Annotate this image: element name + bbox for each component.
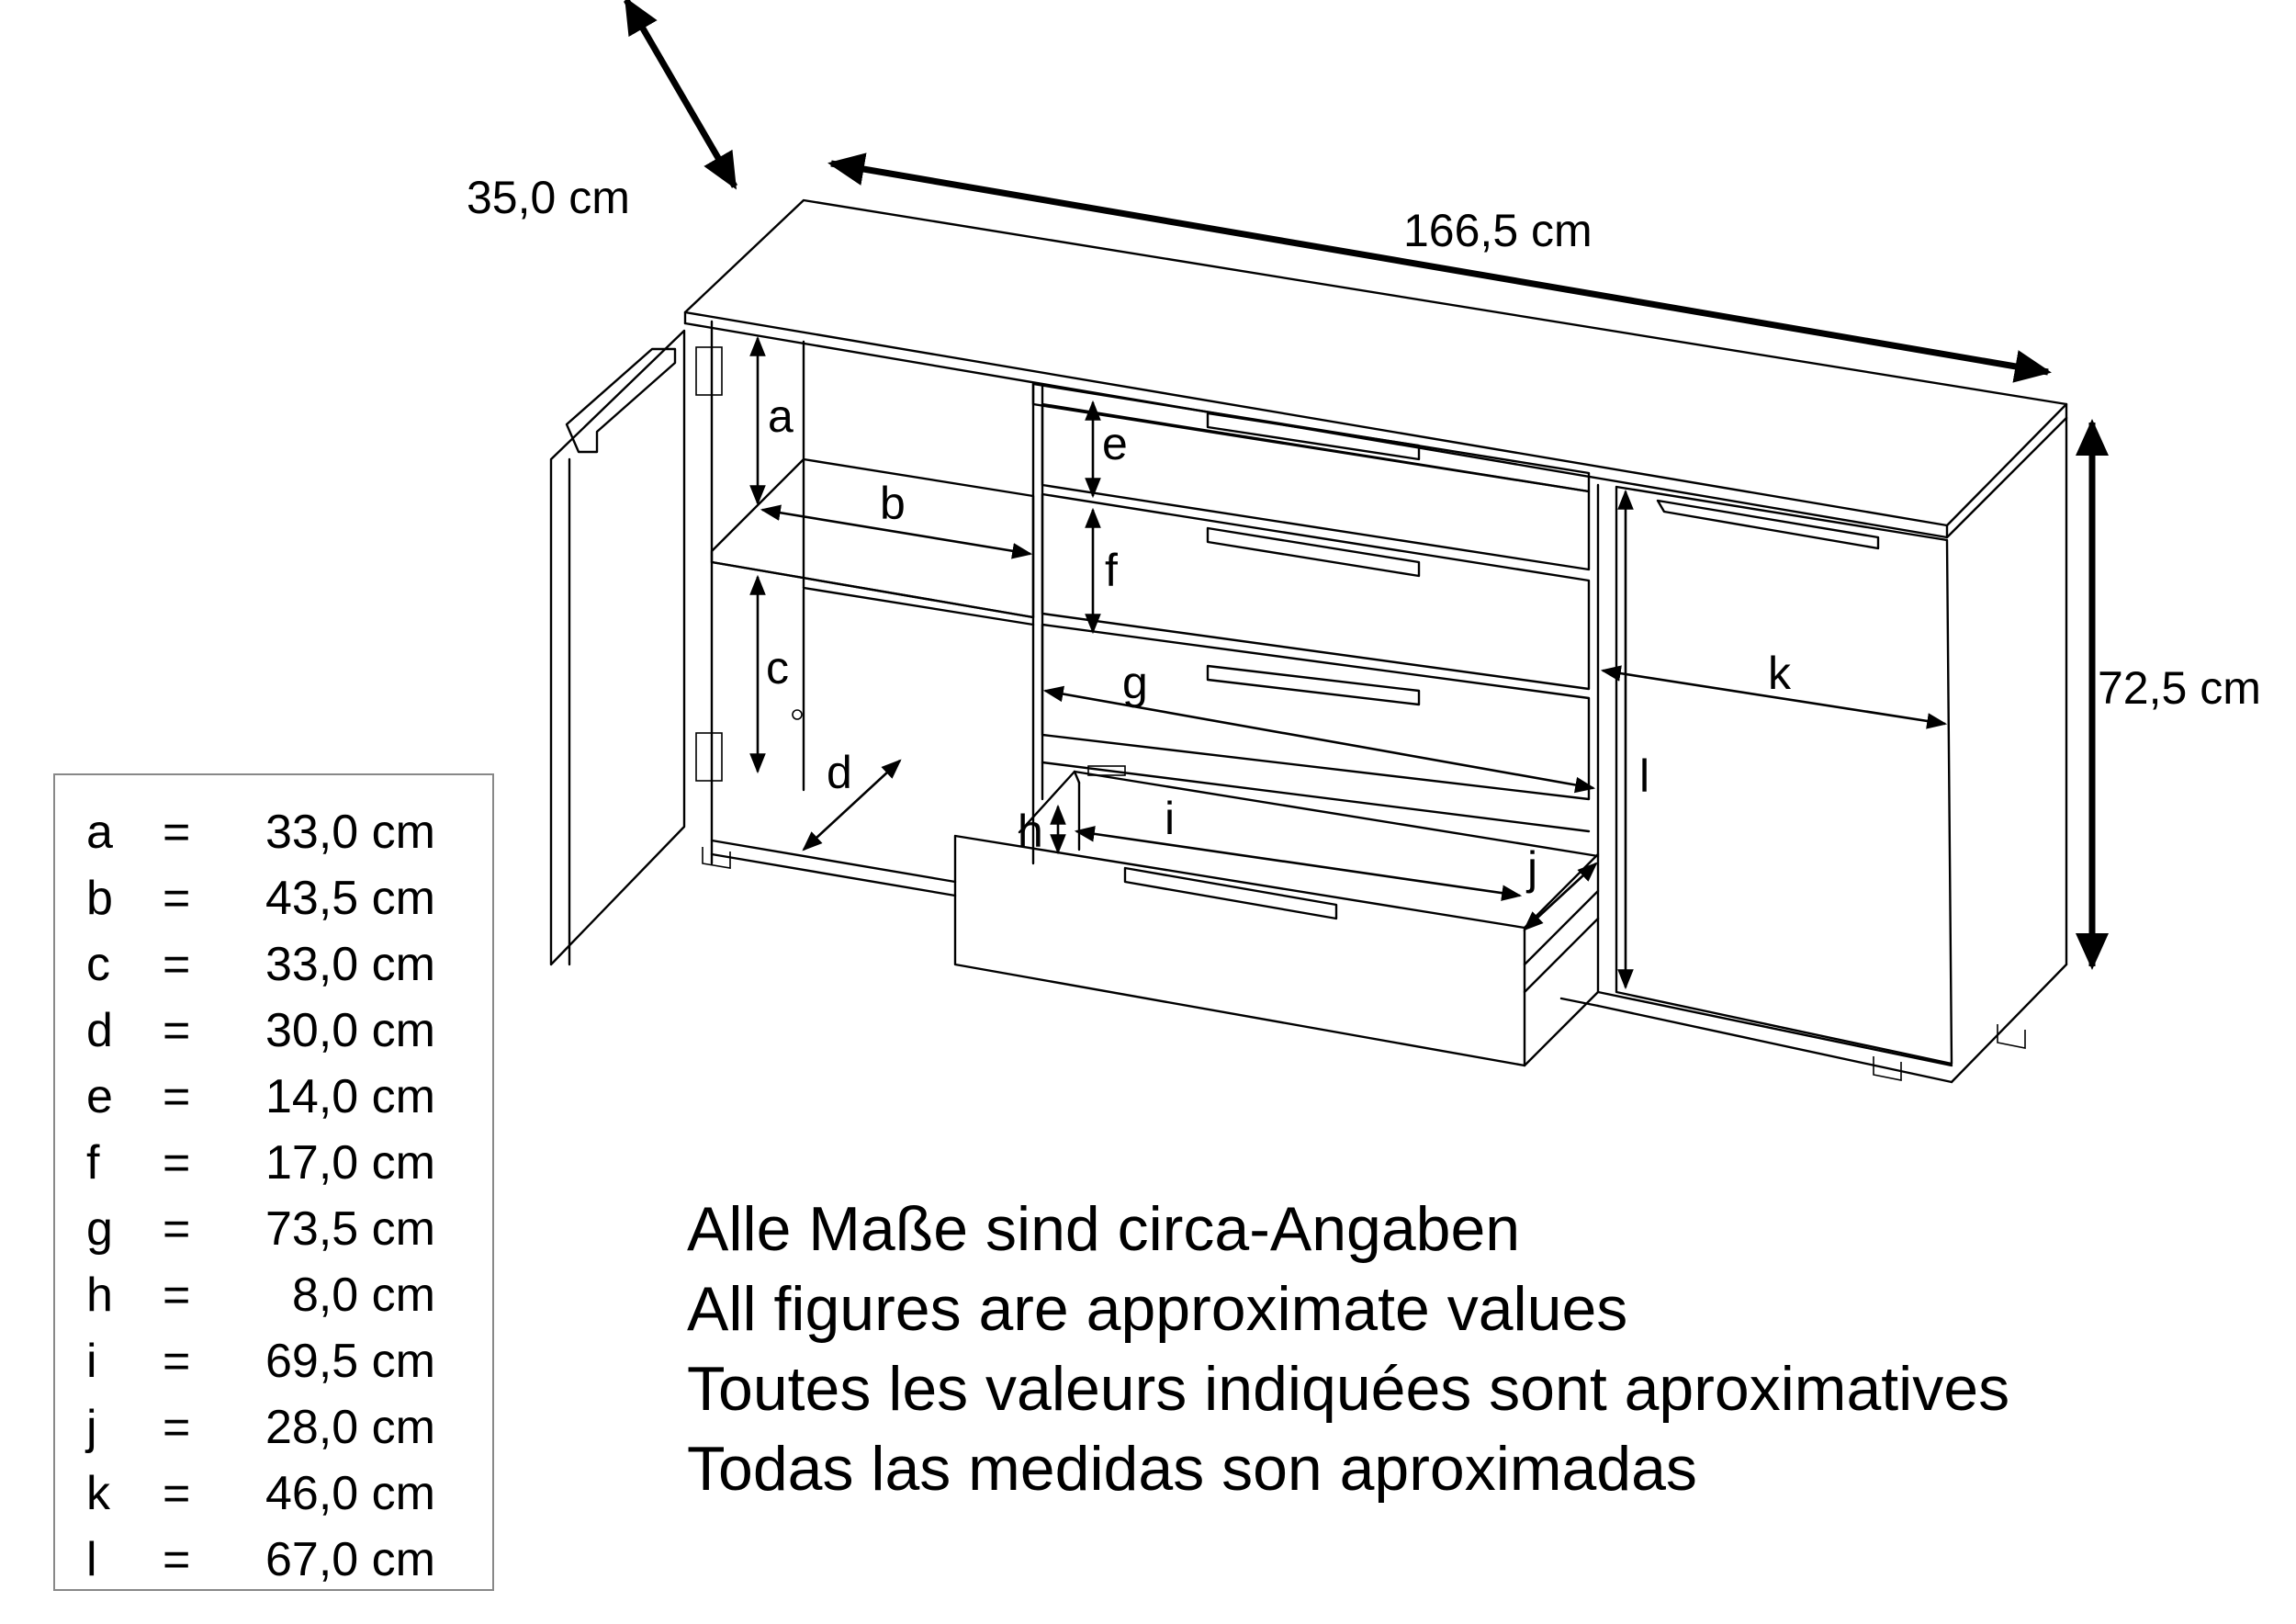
legend-equals: =: [163, 1202, 191, 1256]
width-arrow: [831, 164, 2048, 372]
legend-key: l: [86, 1533, 97, 1586]
legend-equals: =: [163, 1004, 191, 1057]
legend-equals: =: [163, 1335, 191, 1388]
height-label: 72,5 cm: [2098, 662, 2261, 714]
legend-key: k: [86, 1467, 110, 1520]
legend-equals: =: [163, 1467, 191, 1520]
legend-equals: =: [163, 938, 191, 991]
legend-row: [55, 1527, 492, 1593]
letter-f: f: [1105, 545, 1118, 596]
legend-value: 30,0 cm: [265, 1004, 435, 1057]
legend-row: [55, 998, 492, 1064]
legend-value: 33,0 cm: [265, 938, 435, 991]
letter-l: l: [1639, 750, 1650, 802]
approximation-notes: [687, 1190, 2009, 1509]
letter-c: c: [766, 642, 789, 694]
legend-row: [55, 1394, 492, 1460]
legend-value: 33,0 cm: [265, 806, 435, 859]
legend-row: [55, 1064, 492, 1130]
legend-value: 43,5 cm: [265, 872, 435, 925]
legend-key: b: [86, 872, 113, 925]
legend-key: c: [86, 938, 110, 991]
legend-row: [55, 1328, 492, 1394]
legend-equals: =: [163, 1136, 191, 1190]
legend-key: j: [86, 1401, 97, 1454]
note-english: All figures are approximate values: [687, 1274, 1628, 1344]
legend-equals: =: [163, 872, 191, 925]
legend-key: d: [86, 1004, 113, 1057]
depth-label: 35,0 cm: [467, 172, 630, 223]
legend-equals: =: [163, 1070, 191, 1123]
left-open-door: [551, 331, 684, 964]
letter-h: h: [1018, 806, 1043, 857]
legend-row: [55, 931, 492, 998]
legend-key: a: [86, 806, 113, 859]
note-german: Alle Maße sind circa-Angaben: [687, 1194, 1521, 1264]
note-french: Toutes les valeurs indiquées sont aproximatives: [687, 1354, 2010, 1424]
width-label: 166,5 cm: [1403, 205, 1593, 256]
legend-equals: =: [163, 806, 191, 859]
legend-row: [55, 1130, 492, 1196]
legend-row: [55, 865, 492, 931]
letter-e: e: [1102, 418, 1128, 469]
legend-key: g: [86, 1202, 113, 1256]
legend-value: 73,5 cm: [265, 1202, 435, 1256]
legend-equals: =: [163, 1533, 191, 1586]
legend-equals: =: [163, 1401, 191, 1454]
legend-value: 67,0 cm: [265, 1533, 435, 1586]
legend-key: h: [86, 1269, 113, 1322]
letter-j: j: [1527, 842, 1538, 894]
legend-row: [55, 1460, 492, 1527]
legend-value: 46,0 cm: [265, 1467, 435, 1520]
legend-value: 69,5 cm: [265, 1335, 435, 1388]
letter-k: k: [1768, 648, 1791, 699]
letter-g: g: [1122, 657, 1148, 708]
legend-value: 28,0 cm: [265, 1401, 435, 1454]
legend-equals: =: [163, 1269, 191, 1322]
letter-b: b: [880, 478, 906, 529]
legend-row: [55, 1196, 492, 1262]
dimension-legend: [53, 773, 494, 1591]
legend-row: [55, 1262, 492, 1328]
cabinet-body: [685, 200, 2066, 1082]
letter-a: a: [768, 390, 793, 442]
legend-value: 14,0 cm: [265, 1070, 435, 1123]
legend-key: e: [86, 1070, 113, 1123]
legend-value: 8,0 cm: [291, 1269, 435, 1322]
legend-key: f: [86, 1136, 100, 1190]
part-letter-labels: [766, 390, 1792, 894]
note-spanish: Todas las medidas son aproximadas: [687, 1434, 1697, 1504]
legend-key: i: [86, 1335, 97, 1388]
overall-dimension-arrows: [626, 0, 2092, 966]
depth-arrow: [626, 0, 735, 186]
letter-i: i: [1165, 793, 1176, 844]
legend-value: 17,0 cm: [265, 1136, 435, 1190]
legend-row: [55, 799, 492, 865]
open-drawer: [955, 766, 1598, 1066]
letter-d: d: [827, 747, 852, 798]
